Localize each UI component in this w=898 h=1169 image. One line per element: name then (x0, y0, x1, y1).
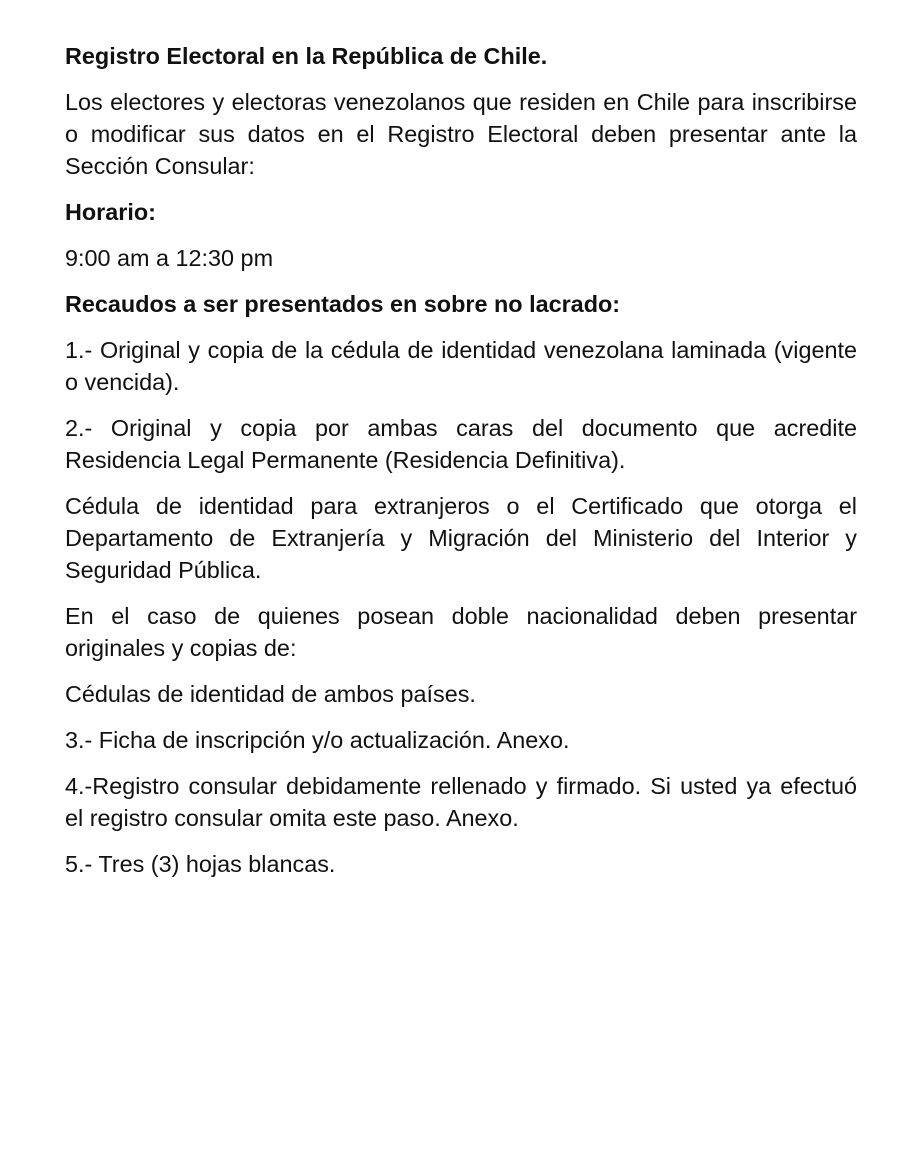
requirement-item-2-note: Cédula de identidad para extranjeros o el Certificado que otorga el Departamento de Extranjería y Migración del Ministerio del Interior y Seguridad Pública. (65, 493, 857, 583)
schedule-heading: Horario: (65, 199, 156, 225)
requirement-item-1: 1.- Original y copia de la cédula de identidad venezolana laminada (vigente o vencida). (65, 337, 857, 395)
dual-nationality-paragraph: En el caso de quienes posean doble nacionalidad deben presentar originales y copias de: (65, 603, 857, 661)
requirement-item-5: 5.- Tres (3) hojas blancas. (65, 851, 336, 877)
requirement-item-3: 3.- Ficha de inscripción y/o actualización. Anexo. (65, 727, 570, 753)
schedule-value: 9:00 am a 12:30 pm (65, 245, 274, 271)
requirement-item-2: 2.- Original y copia por ambas caras del documento que acredite Residencia Legal Permanente (Residencia Definitiva). (65, 415, 857, 473)
requirement-item-4: 4.-Registro consular debidamente rellenado y firmado. Si usted ya efectuó el registro consular omita este paso. Anexo. (65, 773, 857, 831)
dual-nationality-docs: Cédulas de identidad de ambos países. (65, 681, 476, 707)
document-body (65, 40, 857, 894)
requirements-heading: Recaudos a ser presentados en sobre no lacrado: (65, 291, 621, 317)
document-title: Registro Electoral en la República de Chile. (65, 43, 548, 69)
intro-paragraph: Los electores y electoras venezolanos que residen en Chile para inscribirse o modificar sus datos en el Registro Electoral deben presentar ante la Sección Consular: (65, 89, 857, 179)
